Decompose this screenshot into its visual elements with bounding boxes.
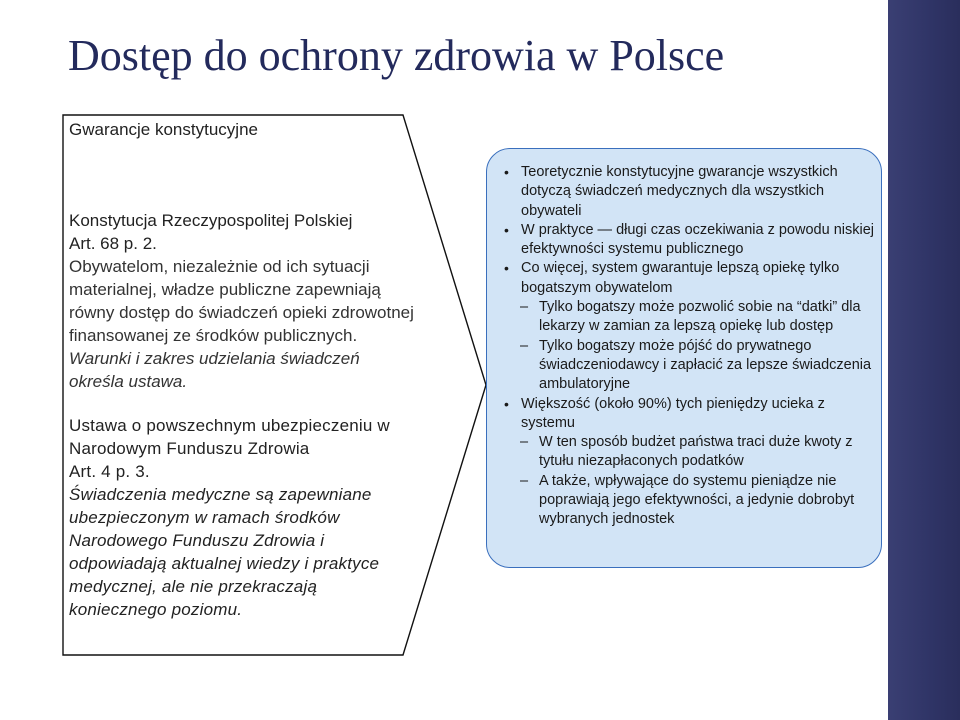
- constitutional-guarantees-box: [69, 118, 419, 621]
- sub-list-item: – Tylko bogatszy może pozwolić sobie na “datki” dla lekarzy w zamian za lepszą opiekę lub dostęp: [520, 299, 861, 335]
- page-title: Dostęp do ochrony zdrowia w Polsce: [68, 31, 725, 80]
- dash-icon: –: [520, 472, 529, 489]
- dash-icon: –: [520, 337, 529, 354]
- constitution-text-normal: Obywatelom, niezależnie od ich sytuacji materialnej, władze publiczne zapewniają równy dostęp do świadczeń opieki zdrowotnej finansowanej ze środków publicznych.: [69, 257, 414, 345]
- constitution-title: Konstytucja Rzeczypospolitej Polskiej: [69, 211, 353, 230]
- bullet-icon: •: [504, 164, 509, 180]
- list-item: • Większość (około 90%) tych pieniędzy ucieka z systemu: [504, 395, 825, 431]
- bullet-icon: •: [504, 395, 509, 412]
- constitution-text: [69, 255, 419, 393]
- sub-list-item: – A także, wpływające do systemu pieniądze nie poprawiają jego efektywności, a jedynie dobrobyt wybranych jednostek: [520, 472, 855, 528]
- list-item: • Co więcej, system gwarantuje lepszą opiekę tylko bogatszym obywatelom: [504, 260, 840, 296]
- bullet-icon: •: [504, 260, 509, 277]
- bullet-icon: •: [504, 221, 509, 238]
- list-item: • W praktyce — długi czas oczekiwania z powodu niskiej efektywności systemu publicznego: [504, 221, 874, 258]
- sub-list-item: – W ten sposób budżet państwa traci duże kwoty z tytułu niezapłaconych podatków: [520, 434, 853, 470]
- act-title: Ustawa o powszechnym ubezpieczeniu w Narodowym Funduszu Zdrowia: [69, 416, 390, 458]
- decorative-sidebar: [888, 0, 960, 720]
- list-item: • Teoretycznie konstytucyjne gwarancje wszystkich dotyczą świadczeń medycznych dla wszystkich obywateli: [504, 164, 838, 219]
- constitution-article-ref: Art. 68 p. 2.: [69, 234, 157, 253]
- act-block: [69, 414, 419, 621]
- dash-icon: –: [520, 434, 529, 451]
- constitution-text-italic: Warunki i zakres udzielania świadczeń określa ustawa.: [69, 349, 360, 391]
- commentary-list: [498, 163, 878, 530]
- sub-list-item: – Tylko bogatszy może pójść do prywatnego świadczeniodawcy i zapłacić za lepsze świadczenia ambulatoryjne: [520, 337, 872, 393]
- act-text: Świadczenia medyczne są zapewniane ubezpieczonym w ramach środków Narodowego Funduszu Zdrowia i odpowiadają aktualnej wiedzy i praktyce medycznej, ale nie przekraczają koniecznego poziomu.: [69, 485, 380, 619]
- dash-icon: –: [520, 299, 529, 316]
- guarantees-heading: Gwarancje konstytucyjne: [69, 120, 258, 139]
- act-article-ref: Art. 4 p. 3.: [69, 462, 150, 481]
